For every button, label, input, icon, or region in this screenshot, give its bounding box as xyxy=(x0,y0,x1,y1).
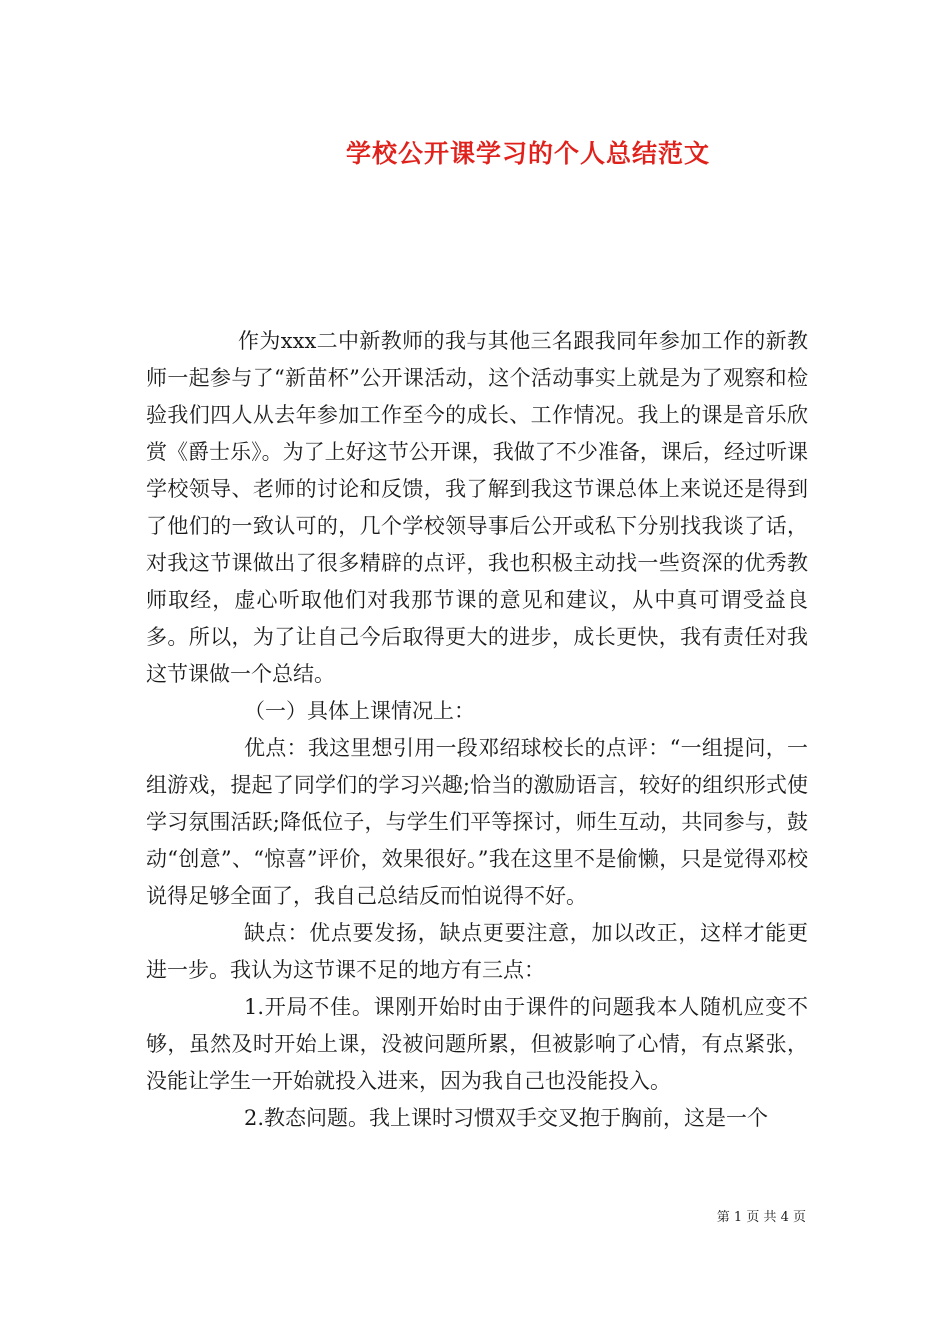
page-number: 第 1 页 共 4 页 xyxy=(716,1210,806,1225)
section-heading: （一）具体上课情况上： xyxy=(244,699,475,723)
list-item-2: 2.教态问题。我上课时习惯双手交叉抱于胸前，这是一个 xyxy=(244,1106,769,1130)
paragraph-strengths: 优点：我这里想引用一段邓绍球校长的点评：“一组提问，一组游戏，提起了同学们的学习兴趣;恰当的激励语言，较好的组织形式使学习氛围活跃;降低位子，与学生们平等探讨，师生互动，共同参与，鼓动“创意”、“惊喜”评价，效果很好。”我在这里不是偷懒，只是觉得邓校说得足够全面了，我自己总结反而怕说得不好。 xyxy=(146,736,808,908)
paragraph-weaknesses: 缺点：优点要发扬，缺点更要注意，加以改正，这样才能更进一步。我认为这节课不足的地方有三点： xyxy=(146,921,808,982)
document-title: 学校公开课学习的个人总结范文 xyxy=(345,139,710,168)
list-item-1: 1.开局不佳。课刚开始时由于课件的问题我本人随机应变不够，虽然及时开始上课，没被问题所累，但被影响了心情，有点紧张，没能让学生一开始就投入进来，因为我自己也没能投入。 xyxy=(146,995,808,1093)
paragraph-intro: 作为xxx二中新教师的我与其他三名跟我同年参加工作的新教师一起参与了“新苗杯”公开课活动，这个活动事实上就是为了观察和检验我们四人从去年参加工作至今的成长、工作情况。我上的课是音乐欣赏《爵士乐》。为了上好这节公开课，我做了不少准备，课后，经过听课学校领导、老师的讨论和反馈，我了解到我这节课总体上来说还是得到了他们的一致认可的，几个学校领导事后公开或私下分别找我谈了话，对我这节课做出了很多精辟的点评，我也积极主动找一些资深的优秀教师取经，虚心听取他们对我那节课的意见和建议，从中真可谓受益良多。所以，为了让自己今后取得更大的进步，成长更快，我有责任对我这节课做一个总结。 xyxy=(146,329,808,686)
document-body xyxy=(146,323,808,1137)
